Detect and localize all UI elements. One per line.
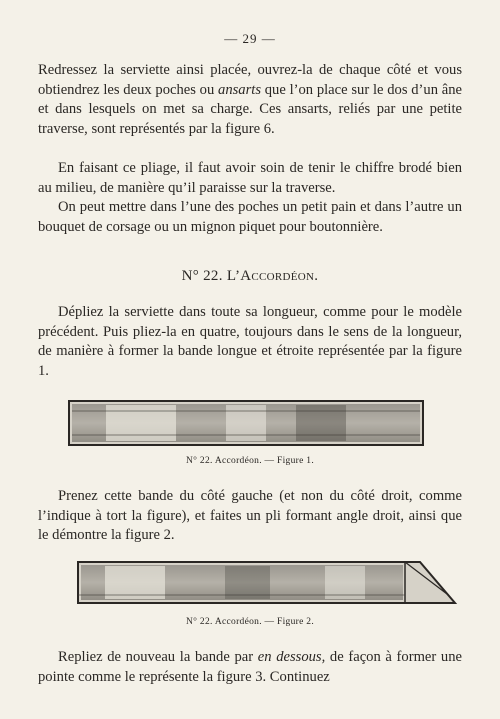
paragraph-text: de façon à former une pointe comme le représente la figure 3. Continuez xyxy=(38,649,462,685)
heading-number: N° 22. xyxy=(181,268,223,284)
italic-term: en dessous, xyxy=(257,649,326,665)
paragraph-ansarts xyxy=(38,61,462,139)
section-heading xyxy=(0,268,500,285)
heading-title: L’Accordéon. xyxy=(226,268,319,284)
figure-1-illustration xyxy=(66,397,428,451)
page-number: — 29 — xyxy=(224,31,276,46)
figure-2-illustration xyxy=(75,557,460,611)
paragraph-poches: On peut mettre dans l’une des poches un petit pain et dans l’autre un bouquet de corsage ou un mignon piquet pour boutonnière. xyxy=(38,199,462,235)
paragraph-pliage: En faisant ce pliage, il faut avoir soin de tenir le chiffre brodé bien au milieu, de manière qu’il paraisse sur la traverse. xyxy=(38,160,462,196)
italic-term: ansarts xyxy=(218,81,262,98)
paragraph-text: Repliez de nouveau la bande par xyxy=(58,649,258,665)
paragraph-depliez: Dépliez la serviette dans toute sa longueur, comme pour le modèle précédent. Puis pliez-la en quatre, toujours dans le sens de la longueur, de manière à former la bande longue et étroite représentée par la figure 1. xyxy=(38,304,462,379)
paragraph-repliez xyxy=(38,648,462,687)
figure-1-caption: N° 22. Accordéon. — Figure 1. xyxy=(185,456,315,466)
paragraph-prenez: Prenez cette bande du côté gauche (et non du côté droit, comme l’indique à tort la figure), et faites un pli formant angle droit, ainsi que le démontre la figure 2. xyxy=(38,488,462,544)
figure-2-caption: N° 22. Accordéon. — Figure 2. xyxy=(185,617,315,627)
paragraph-text: que l’on place sur le dos d’un âne et dans lesquels on met sa charge. Ces ansarts, reliés par une petite traverse, sont représentés par la figure 6. xyxy=(38,81,462,137)
paragraph-text: Redressez la serviette ainsi placée, ouvrez-la de chaque côté et vous obtiendrez les deux poches ou xyxy=(38,62,462,98)
